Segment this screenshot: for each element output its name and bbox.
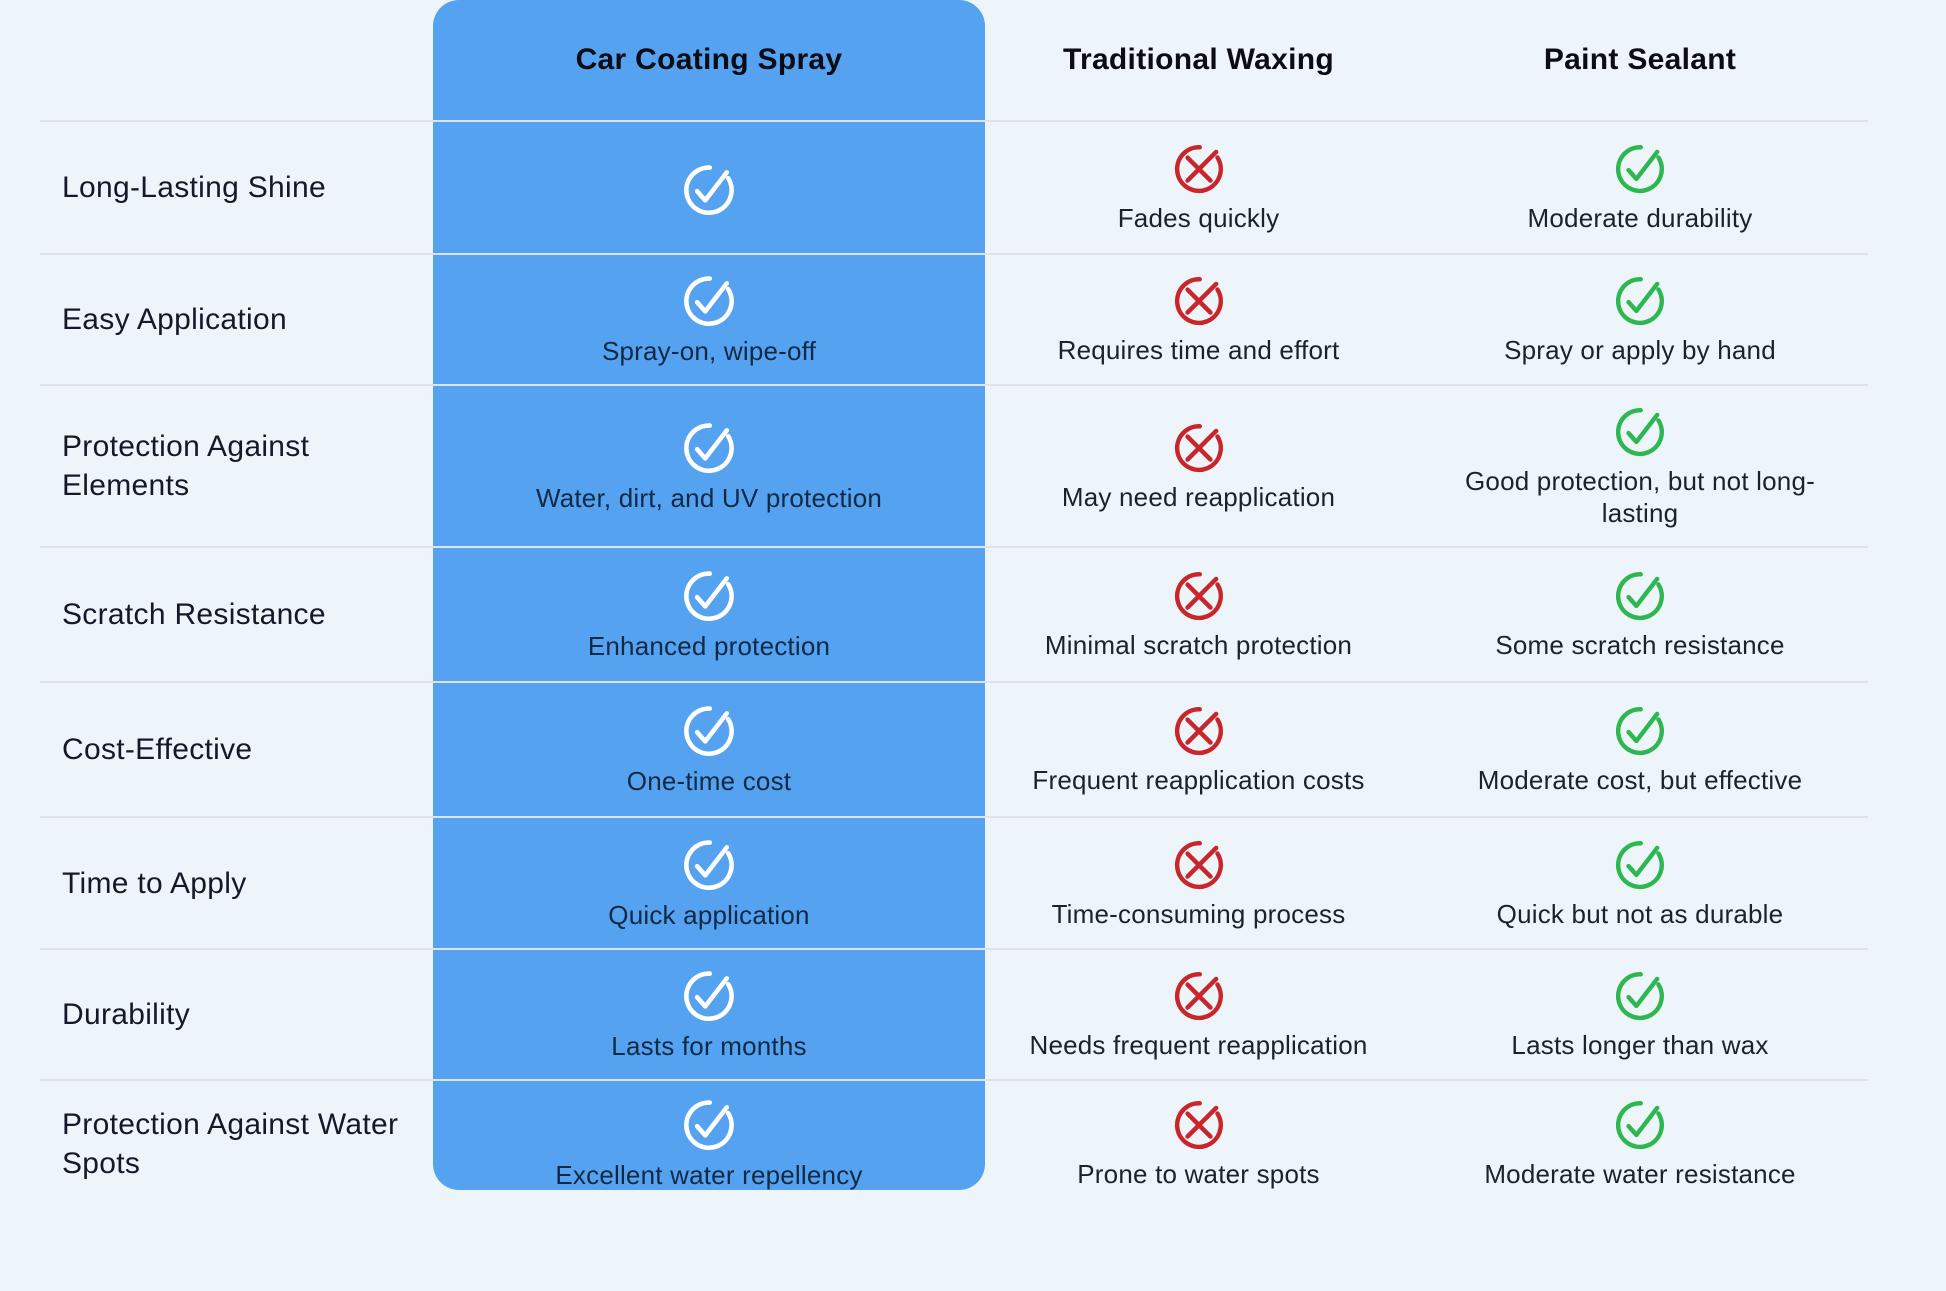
feature-label: Durability xyxy=(62,998,191,1031)
car-coating-spray-cell xyxy=(433,683,985,816)
cell-note: Moderate durability xyxy=(1527,203,1753,234)
header-cell-empty xyxy=(40,0,433,120)
x-circle-icon xyxy=(1172,272,1226,326)
cell-note: May need reapplication xyxy=(1061,481,1336,512)
check-circle-icon xyxy=(681,160,737,216)
table-row xyxy=(40,1079,1868,1206)
traditional-waxing-cell xyxy=(985,818,1412,948)
x-circle-icon xyxy=(1172,836,1226,890)
feature-cell xyxy=(40,1081,433,1206)
check-circle-icon xyxy=(681,966,737,1022)
car-coating-spray-cell xyxy=(433,950,985,1079)
check-circle-icon xyxy=(1613,403,1667,457)
cell-note: Needs frequent reapplication xyxy=(1029,1030,1368,1061)
check-circle-icon xyxy=(681,835,737,891)
feature-cell xyxy=(40,950,433,1079)
cell-note: Time-consuming process xyxy=(1051,898,1346,929)
column-title-paint-sealant: Paint Sealant xyxy=(1543,43,1737,76)
car-coating-spray-cell xyxy=(433,386,985,546)
traditional-waxing-cell xyxy=(985,386,1412,546)
feature-cell xyxy=(40,548,433,681)
feature-label: Time to Apply xyxy=(62,866,247,900)
feature-label: Easy Application xyxy=(62,303,287,336)
table-row xyxy=(40,546,1868,681)
cell-note: Spray or apply by hand xyxy=(1504,335,1776,366)
check-circle-icon xyxy=(681,566,737,622)
paint-sealant-cell xyxy=(1412,386,1868,546)
cell-note: Some scratch resistance xyxy=(1495,630,1785,661)
check-circle-icon xyxy=(1613,567,1667,621)
feature-label: Scratch Resistance xyxy=(62,598,326,631)
paint-sealant-cell xyxy=(1412,255,1868,384)
feature-cell xyxy=(40,386,433,546)
check-circle-icon xyxy=(1613,1096,1667,1150)
x-circle-icon xyxy=(1172,1096,1226,1150)
table-body xyxy=(40,120,1868,1206)
cell-note: Moderate water resistance xyxy=(1484,1159,1796,1190)
cell-note: Frequent reapplication costs xyxy=(1032,765,1365,796)
cell-note: Fades quickly xyxy=(1117,203,1280,234)
feature-label: Protection Against Elements xyxy=(62,430,310,502)
x-circle-icon xyxy=(1172,967,1226,1021)
column-title-traditional-waxing: Traditional Waxing xyxy=(1063,43,1334,76)
table-row xyxy=(40,681,1868,816)
car-coating-spray-cell xyxy=(433,818,985,948)
cell-note: Moderate cost, but effective xyxy=(1477,765,1803,796)
column-title-car-coating-spray: Car Coating Spray xyxy=(575,43,843,76)
feature-cell xyxy=(40,818,433,948)
feature-cell xyxy=(40,683,433,816)
header-cell-car-coating-spray xyxy=(433,0,985,120)
cell-note: Enhanced protection xyxy=(587,631,831,662)
cell-note: Minimal scratch protection xyxy=(1044,630,1353,661)
traditional-waxing-cell xyxy=(985,548,1412,681)
cell-note: Excellent water repellency xyxy=(555,1160,863,1191)
car-coating-spray-cell xyxy=(433,1081,985,1206)
x-circle-icon xyxy=(1172,419,1226,473)
car-coating-spray-cell xyxy=(433,548,985,681)
feature-label: Cost-Effective xyxy=(62,733,253,766)
feature-cell xyxy=(40,255,433,384)
traditional-waxing-cell xyxy=(985,122,1412,253)
x-circle-icon xyxy=(1172,567,1226,621)
cell-note: Quick application xyxy=(608,899,810,930)
cell-note: Requires time and effort xyxy=(1057,335,1340,366)
feature-label: Protection Against Water Spots xyxy=(62,1107,399,1180)
paint-sealant-cell xyxy=(1412,122,1868,253)
check-circle-icon xyxy=(1613,836,1667,890)
cell-note: Lasts longer than wax xyxy=(1511,1030,1769,1061)
cell-note: Good protection, but not long-lasting xyxy=(1464,465,1815,528)
table-row xyxy=(40,384,1868,546)
paint-sealant-cell xyxy=(1412,548,1868,681)
feature-label: Long-Lasting Shine xyxy=(62,171,326,204)
check-circle-icon xyxy=(681,418,737,474)
cell-note: Water, dirt, and UV protection xyxy=(535,482,883,513)
check-circle-icon xyxy=(1613,702,1667,756)
cell-note: Lasts for months xyxy=(611,1031,807,1062)
check-circle-icon xyxy=(1613,140,1667,194)
check-circle-icon xyxy=(681,1095,737,1151)
paint-sealant-cell xyxy=(1412,818,1868,948)
feature-cell xyxy=(40,122,433,253)
traditional-waxing-cell xyxy=(985,683,1412,816)
cell-note: Quick but not as durable xyxy=(1496,898,1784,929)
cell-note: One-time cost xyxy=(626,766,792,797)
x-circle-icon xyxy=(1172,702,1226,756)
paint-sealant-cell xyxy=(1412,1081,1868,1206)
header-cell-traditional-waxing xyxy=(985,0,1412,120)
cell-note: Prone to water spots xyxy=(1077,1159,1320,1190)
paint-sealant-cell xyxy=(1412,683,1868,816)
table-row xyxy=(40,816,1868,948)
table-row xyxy=(40,120,1868,253)
table-row xyxy=(40,253,1868,384)
traditional-waxing-cell xyxy=(985,950,1412,1079)
check-circle-icon xyxy=(681,271,737,327)
traditional-waxing-cell xyxy=(985,255,1412,384)
table-header xyxy=(40,0,1868,120)
paint-sealant-cell xyxy=(1412,950,1868,1079)
cell-note: Spray-on, wipe-off xyxy=(601,336,817,367)
header-cell-paint-sealant xyxy=(1412,0,1868,120)
traditional-waxing-cell xyxy=(985,1081,1412,1206)
comparison-table xyxy=(40,0,1868,1206)
check-circle-icon xyxy=(681,701,737,757)
table-row xyxy=(40,948,1868,1079)
car-coating-spray-cell xyxy=(433,255,985,384)
check-circle-icon xyxy=(1613,967,1667,1021)
x-circle-icon xyxy=(1172,140,1226,194)
car-coating-spray-cell xyxy=(433,122,985,253)
check-circle-icon xyxy=(1613,272,1667,326)
